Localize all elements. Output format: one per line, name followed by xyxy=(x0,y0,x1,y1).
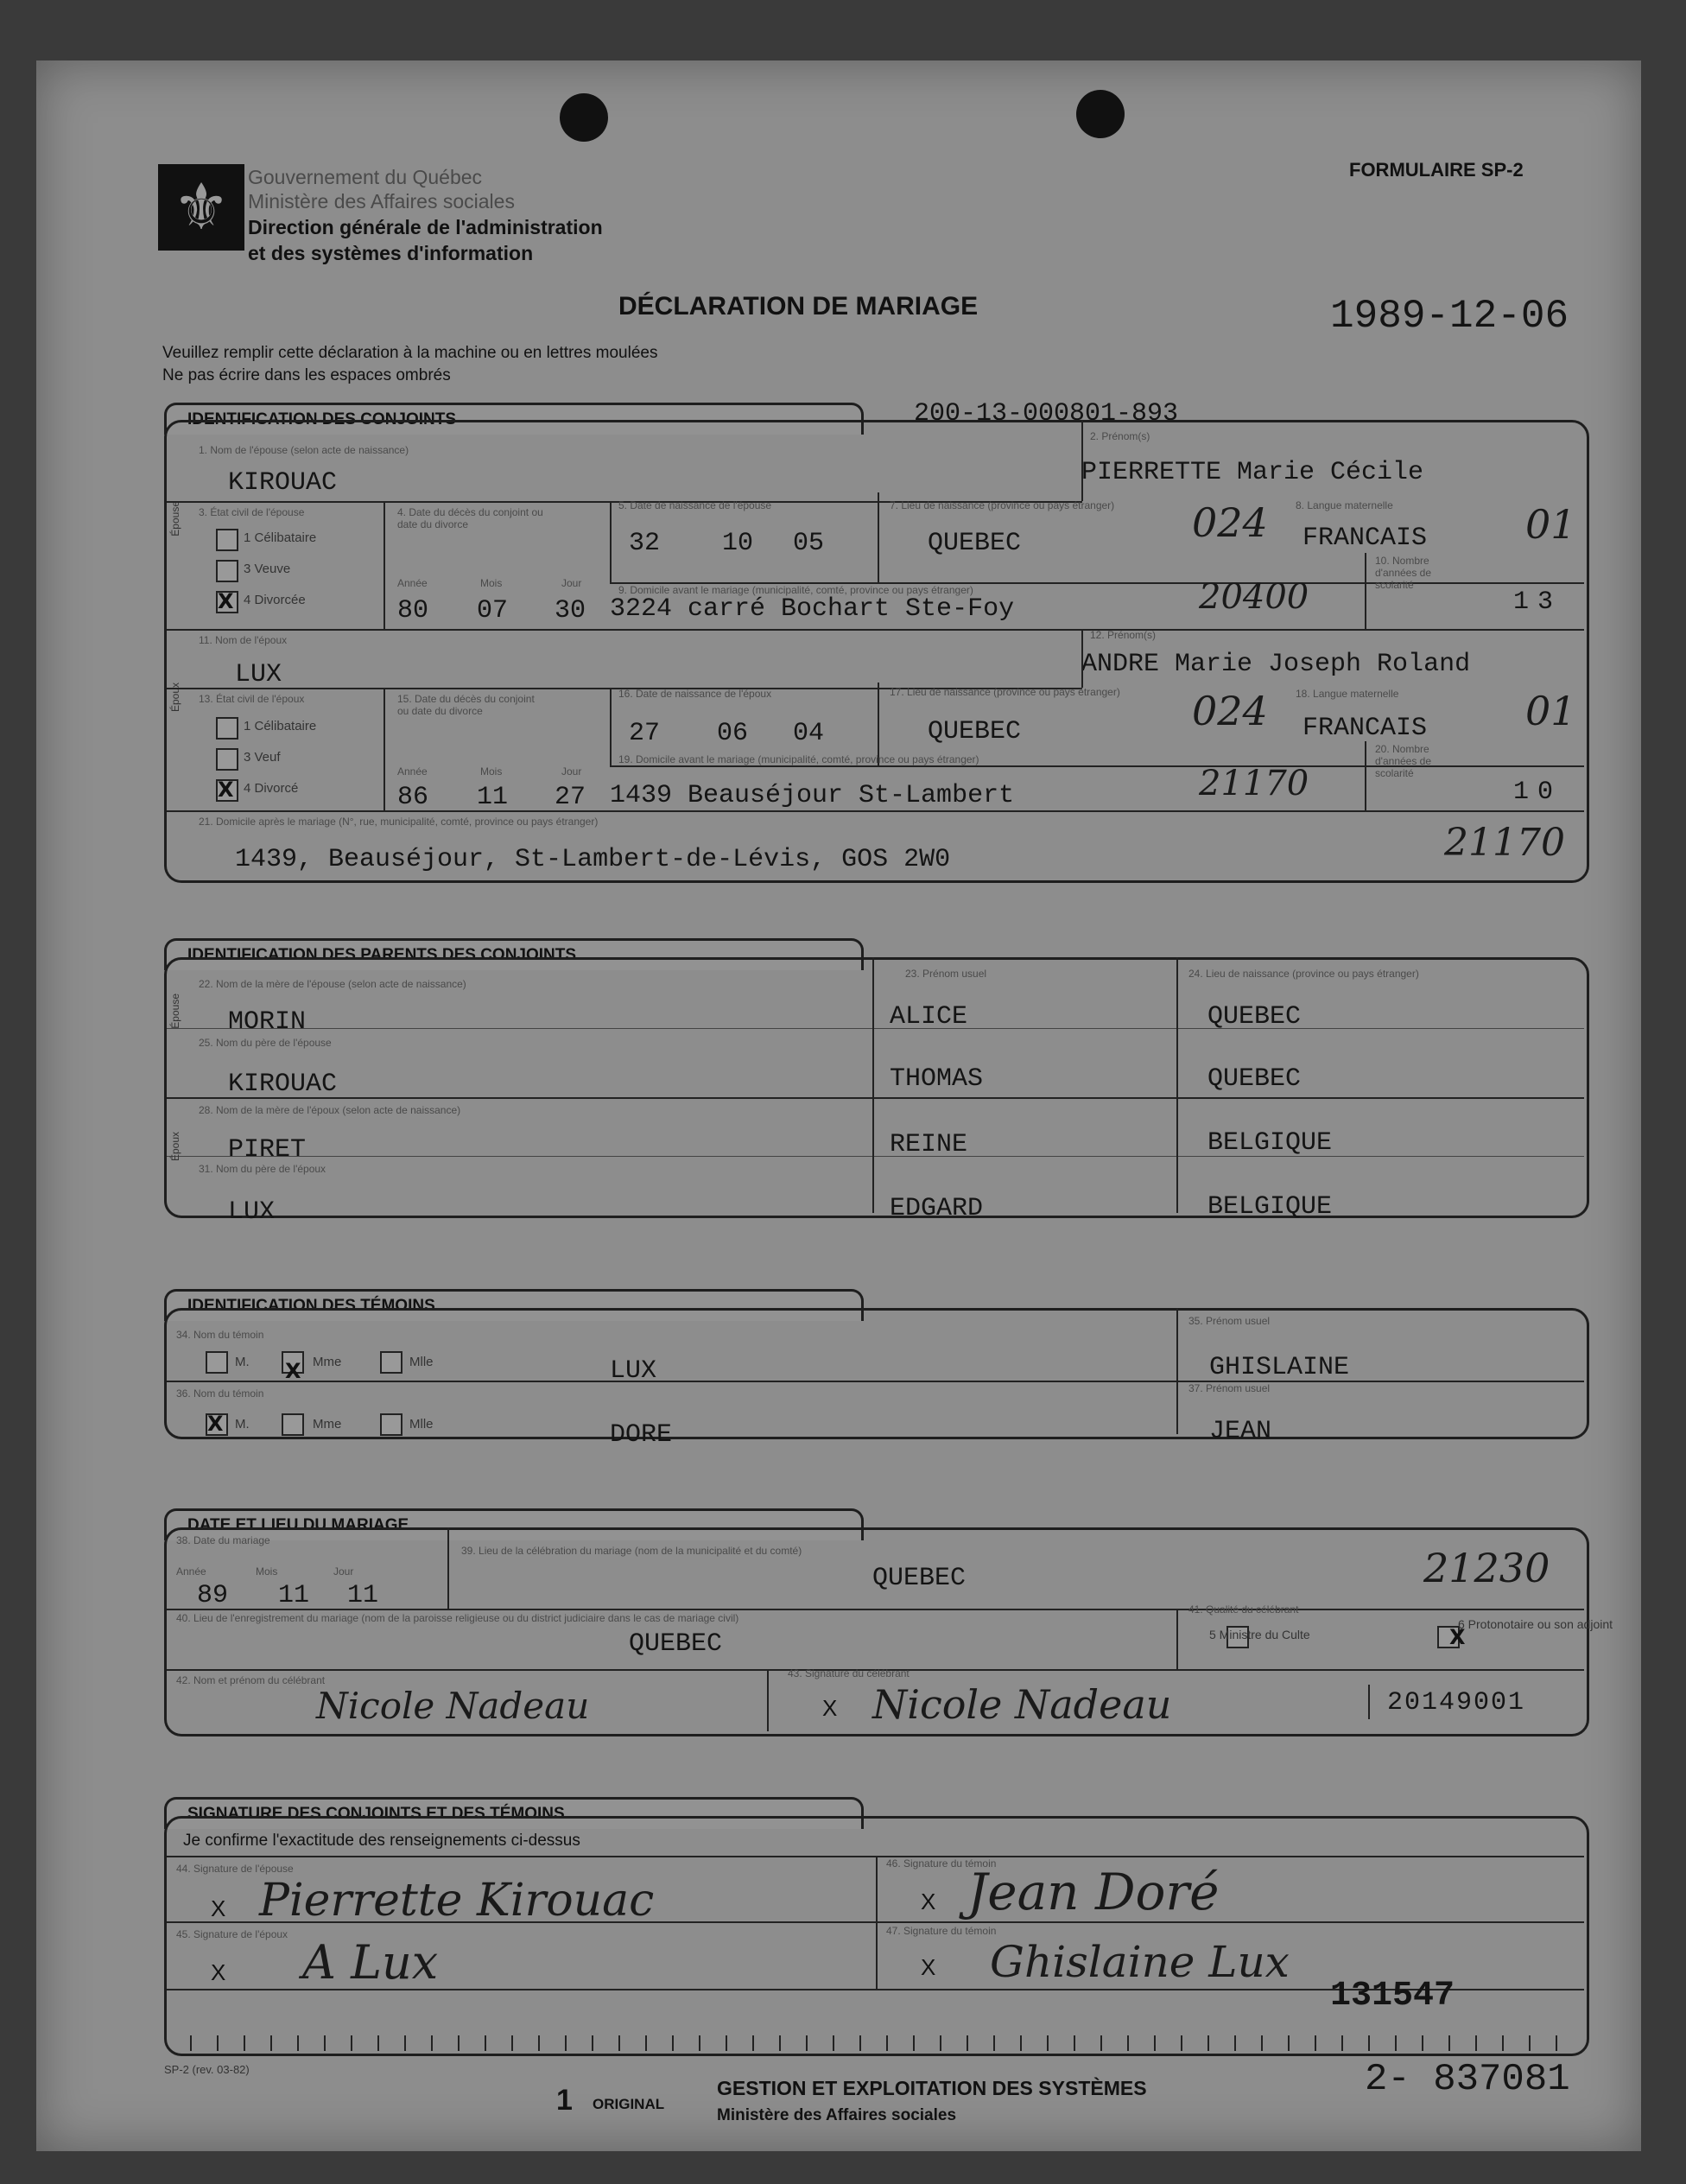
dept-line2: Ministère des Affaires sociales xyxy=(717,2106,957,2124)
dept-line1: GESTION ET EXPLOITATION DES SYSTÈMES xyxy=(717,2077,1147,2099)
form-id: FORMULAIRE SP-2 xyxy=(1349,159,1524,181)
side-label-epoux: Époux xyxy=(169,1132,181,1162)
check-mark: X xyxy=(218,589,234,613)
signature-temoin2: Ghislaine Lux xyxy=(990,1937,1290,1987)
epoux-naiss-annee: 27 xyxy=(629,719,661,748)
section-mariage-title: DATE ET LIEU DU MARIAGE xyxy=(164,1508,864,1540)
mariage-annee: 89 xyxy=(197,1581,229,1610)
epoux-domicile-code: 21170 xyxy=(1199,764,1309,803)
mere-epoux-lieu: BELGIQUE xyxy=(1207,1128,1333,1158)
label-deces-epoux: 15. Date du décès du conjoint ou date du divorce xyxy=(397,693,535,717)
pere-epouse-lieu: QUEBEC xyxy=(1207,1064,1302,1094)
option-divorce: 4 Divorcé xyxy=(244,781,299,796)
celebrant-signature: Nicole Nadeau xyxy=(872,1681,1172,1728)
x-mark: X xyxy=(211,1895,226,1921)
domicile-apres-code: 21170 xyxy=(1444,821,1565,865)
label-mere-epouse: 22. Nom de la mère de l'épouse (selon acte de naissance) xyxy=(199,978,466,990)
label-annee: Année xyxy=(176,1565,206,1578)
label-naissance-epouse: 5. Date de naissance de l'épouse xyxy=(618,499,772,511)
copy-number: 1 xyxy=(556,2084,573,2117)
mariage-mois: 11 xyxy=(278,1581,310,1610)
temoin2-nom: DORE xyxy=(610,1420,673,1450)
epoux-lieu-code: 024 xyxy=(1192,688,1268,734)
epouse-deces-jour: 30 xyxy=(555,596,586,625)
check-mark: X xyxy=(207,1412,224,1436)
label-deces-epouse: 4. Date du décès du conjoint ou date du divorce xyxy=(397,506,543,530)
pere-epoux-prenom: EDGARD xyxy=(890,1194,984,1223)
label-naissance-epoux: 16. Date de naissance de l'époux xyxy=(618,688,772,700)
epoux-domicile: 1439 Beauséjour St-Lambert xyxy=(610,781,1015,810)
label-sig-temoin2: 47. Signature du témoin xyxy=(886,1925,997,1937)
lieu-celebration: QUEBEC xyxy=(872,1564,967,1593)
celebrant-code: 20149001 xyxy=(1387,1688,1526,1717)
option-mme: Mme xyxy=(313,1417,342,1432)
serial-number: 2- 837081 xyxy=(1365,2058,1570,2101)
checkbox-mlle-2[interactable] xyxy=(380,1413,402,1436)
signature-temoin1: Jean Doré xyxy=(967,1863,1220,1921)
confirm-text: Je confirme l'exactitude des renseignements ci-dessus xyxy=(183,1832,580,1850)
epouse-domicile-code: 20400 xyxy=(1199,577,1309,617)
checkbox-m-1[interactable] xyxy=(206,1351,228,1374)
epouse-scolarite: 13 xyxy=(1513,587,1562,617)
label-lieu-celebration: 39. Lieu de la célébration du mariage (nom de la municipalité et du comté) xyxy=(461,1545,802,1557)
label-temoin1: 34. Nom du témoin xyxy=(176,1329,264,1341)
label-prenom-temoin2: 37. Prénom usuel xyxy=(1188,1382,1271,1394)
epouse-nom: KIROUAC xyxy=(228,468,338,498)
epouse-prenoms: PIERRETTE Marie Cécile xyxy=(1081,458,1424,487)
label-lieu-epoux: 17. Lieu de naissance (province ou pays étranger) xyxy=(890,686,1120,698)
checkbox-veuve[interactable] xyxy=(216,560,238,582)
x-mark: X xyxy=(921,1889,936,1914)
label-jour: Jour xyxy=(561,765,582,778)
label-jour: Jour xyxy=(333,1565,354,1578)
option-mme: Mme xyxy=(313,1355,342,1369)
label-domicile-epouse: 9. Domicile avant le mariage (municipalité, comté, province ou pays étranger) xyxy=(618,584,973,596)
epoux-naiss-mois: 06 xyxy=(717,719,749,748)
checkbox-veuf[interactable] xyxy=(216,748,238,771)
x-mark: X xyxy=(921,1954,936,1980)
label-nom-epouse: 1. Nom de l'épouse (selon acte de naissance) xyxy=(199,444,409,456)
celebrant-name: Nicole Nadeau xyxy=(316,1685,590,1727)
fleur-de-lis-icon: ⚜ xyxy=(158,164,244,251)
epoux-nom: LUX xyxy=(235,660,282,689)
label-mois: Mois xyxy=(480,577,503,589)
lieu-enregistrement: QUEBEC xyxy=(629,1629,723,1659)
section-temoins xyxy=(164,1308,1589,1439)
checkbox-mme-2[interactable] xyxy=(282,1413,304,1436)
label-celebrant: 42. Nom et prénom du célébrant xyxy=(176,1674,326,1686)
gov-line2: Ministère des Affaires sociales xyxy=(248,190,515,213)
option-m: M. xyxy=(235,1355,250,1369)
checkbox-celibataire-epoux[interactable] xyxy=(216,717,238,740)
punch-hole xyxy=(560,93,608,142)
label-lieu-epouse: 7. Lieu de naissance (province ou pays étranger) xyxy=(890,499,1115,511)
checkbox-celibataire-epouse[interactable] xyxy=(216,529,238,551)
option-m: M. xyxy=(235,1417,250,1432)
option-divorcee: 4 Divorcée xyxy=(244,593,306,607)
stamp-date: 1989-12-06 xyxy=(1330,294,1569,339)
label-domicile-apres: 21. Domicile après le mariage (N°, rue, municipalité, comté, province ou pays étranger) xyxy=(199,816,599,828)
temoin1-nom: LUX xyxy=(610,1356,657,1386)
gov-line3: Direction générale de l'administration xyxy=(248,216,603,238)
section-temoins-title: IDENTIFICATION DES TÉMOINS xyxy=(164,1289,864,1321)
mere-epouse-nom: MORIN xyxy=(228,1007,307,1037)
mere-epoux-prenom: REINE xyxy=(890,1130,968,1159)
check-mark: X xyxy=(218,778,234,802)
side-label-epouse: Épouse xyxy=(169,501,181,536)
label-nom-epoux: 11. Nom de l'époux xyxy=(199,634,288,646)
epoux-deces-annee: 86 xyxy=(397,783,429,812)
label-etat-epoux: 13. État civil de l'époux xyxy=(199,693,305,705)
label-sig-epouse: 44. Signature de l'épouse xyxy=(176,1863,294,1875)
x-mark: X xyxy=(822,1695,838,1721)
label-pere-epouse: 25. Nom du père de l'épouse xyxy=(199,1037,332,1049)
label-langue-epouse: 8. Langue maternelle xyxy=(1296,499,1393,511)
label-date-mariage: 38. Date du mariage xyxy=(176,1534,270,1546)
form-ref: SP-2 (rev. 03-82) xyxy=(164,2063,250,2076)
label-scolarite-epouse: 10. Nombre d'années de scolarité xyxy=(1375,555,1432,591)
epouse-deces-mois: 07 xyxy=(477,596,509,625)
mariage-jour: 11 xyxy=(347,1581,379,1610)
mere-epoux-nom: PIRET xyxy=(228,1135,307,1165)
label-prenom-temoin1: 35. Prénom usuel xyxy=(1188,1315,1271,1327)
section-parents xyxy=(164,957,1589,1218)
mere-epouse-prenom: ALICE xyxy=(890,1002,968,1032)
label-sig-epoux: 45. Signature de l'époux xyxy=(176,1928,288,1940)
label-jour: Jour xyxy=(561,577,582,589)
epouse-langue: FRANCAIS xyxy=(1303,524,1428,553)
x-mark: X xyxy=(211,1959,226,1985)
epouse-lieu-code: 024 xyxy=(1192,499,1268,546)
label-prenoms-epoux: 12. Prénom(s) xyxy=(1090,629,1157,641)
label-langue-epoux: 18. Langue maternelle xyxy=(1296,688,1399,700)
temoin2-prenom: JEAN xyxy=(1209,1417,1272,1446)
epouse-deces-annee: 80 xyxy=(397,596,429,625)
epouse-naiss-mois: 10 xyxy=(722,529,754,558)
epoux-langue: FRANCAIS xyxy=(1303,714,1428,743)
label-domicile-epoux: 19. Domicile avant le mariage (municipalité, comté, province ou pays étranger) xyxy=(618,753,979,765)
epouse-lieu: QUEBEC xyxy=(928,529,1022,558)
epoux-langue-code: 01 xyxy=(1525,688,1576,734)
pere-epouse-prenom: THOMAS xyxy=(890,1064,984,1094)
side-label-epoux: Époux xyxy=(169,682,181,713)
side-label-epouse: Épouse xyxy=(169,994,181,1029)
label-lieu-enregistrement: 40. Lieu de l'enregistrement du mariage (nom de la paroisse religieuse ou du district judiciaire dans le cas de mariage civil) xyxy=(176,1612,739,1624)
label-sig-temoin1: 46. Signature du témoin xyxy=(886,1857,997,1870)
label-signature-celebrant: 43. Signature du célébrant xyxy=(788,1667,910,1679)
label-prenom-usuel: 23. Prénom usuel xyxy=(905,968,987,980)
label-annee: Année xyxy=(397,765,428,778)
label-prenoms-epouse: 2. Prénom(s) xyxy=(1090,430,1150,442)
epouse-naiss-jour: 05 xyxy=(793,529,825,558)
epouse-naiss-annee: 32 xyxy=(629,529,661,558)
lieu-celebration-code: 21230 xyxy=(1423,1545,1550,1591)
epoux-naiss-jour: 04 xyxy=(793,719,825,748)
temoin1-prenom: GHISLAINE xyxy=(1209,1353,1350,1382)
label-mere-epoux: 28. Nom de la mère de l'époux (selon acte de naissance) xyxy=(199,1104,461,1116)
signature-epouse: Pierrette Kirouac xyxy=(259,1875,655,1927)
section-parents-title: IDENTIFICATION DES PARENTS DES CONJOINTS xyxy=(164,938,864,970)
epoux-lieu: QUEBEC xyxy=(928,717,1022,746)
epoux-deces-jour: 27 xyxy=(555,783,586,812)
label-scolarite-epoux: 20. Nombre d'années de scolarité xyxy=(1375,743,1432,779)
punch-hole xyxy=(1076,90,1125,138)
signature-epoux: A Lux xyxy=(302,1935,439,1990)
label-mois: Mois xyxy=(480,765,503,778)
label-etat-epouse: 3. État civil de l'épouse xyxy=(199,506,305,518)
pere-epoux-lieu: BELGIQUE xyxy=(1207,1192,1333,1222)
option-mlle: Mlle xyxy=(409,1355,434,1369)
check-mark: X xyxy=(285,1359,301,1383)
epoux-scolarite: 10 xyxy=(1513,778,1562,807)
tick-strip xyxy=(190,2035,1572,2051)
option-celibataire: 1 Célibataire xyxy=(244,719,317,733)
gov-line1: Gouvernement du Québec xyxy=(248,166,483,188)
page-title: DÉCLARATION DE MARIAGE xyxy=(618,292,979,321)
copy-label: ORIGINAL xyxy=(593,2096,665,2112)
section-signatures-title: SIGNATURE DES CONJOINTS ET DES TÉMOINS xyxy=(164,1797,864,1829)
option-ministre: 5 Ministre du Culte xyxy=(1209,1628,1310,1641)
instruction-1: Veuillez remplir cette déclaration à la machine ou en lettres moulées xyxy=(162,344,658,362)
label-annee: Année xyxy=(397,577,428,589)
checkbox-mlle-1[interactable] xyxy=(380,1351,402,1374)
epoux-deces-mois: 11 xyxy=(477,783,509,812)
gov-line4: et des systèmes d'information xyxy=(248,242,534,264)
label-pere-epoux: 31. Nom du père de l'époux xyxy=(199,1163,326,1175)
label-lieu-naissance: 24. Lieu de naissance (province ou pays étranger) xyxy=(1188,968,1419,980)
option-protonotaire: 6 Protonotaire ou son adjoint xyxy=(1458,1617,1613,1631)
section-conjoints-title: IDENTIFICATION DES CONJOINTS xyxy=(164,403,864,435)
option-veuve: 3 Veuve xyxy=(244,562,291,576)
label-mois: Mois xyxy=(256,1565,278,1578)
epoux-prenoms: ANDRE Marie Joseph Roland xyxy=(1081,650,1471,679)
option-veuf: 3 Veuf xyxy=(244,750,281,765)
option-celibataire: 1 Célibataire xyxy=(244,530,317,545)
epouse-langue-code: 01 xyxy=(1525,501,1576,548)
pere-epoux-nom: LUX xyxy=(228,1197,276,1227)
option-mlle: Mlle xyxy=(409,1417,434,1432)
stamp-number: 131547 xyxy=(1330,1977,1455,2016)
label-temoin2: 36. Nom du témoin xyxy=(176,1387,264,1400)
label-qualite: 41. Qualité du célébrant xyxy=(1188,1603,1299,1616)
domicile-apres: 1439, Beauséjour, St-Lambert-de-Lévis, GOS 2W0 xyxy=(235,845,951,874)
pere-epouse-nom: KIROUAC xyxy=(228,1070,338,1099)
mere-epouse-lieu: QUEBEC xyxy=(1207,1002,1302,1032)
check-mark: X xyxy=(1449,1625,1466,1649)
instruction-2: Ne pas écrire dans les espaces ombrés xyxy=(162,366,451,384)
file-number: 200-13-000801-893 xyxy=(914,399,1179,429)
epouse-domicile: 3224 carré Bochart Ste-Foy xyxy=(610,594,1015,624)
